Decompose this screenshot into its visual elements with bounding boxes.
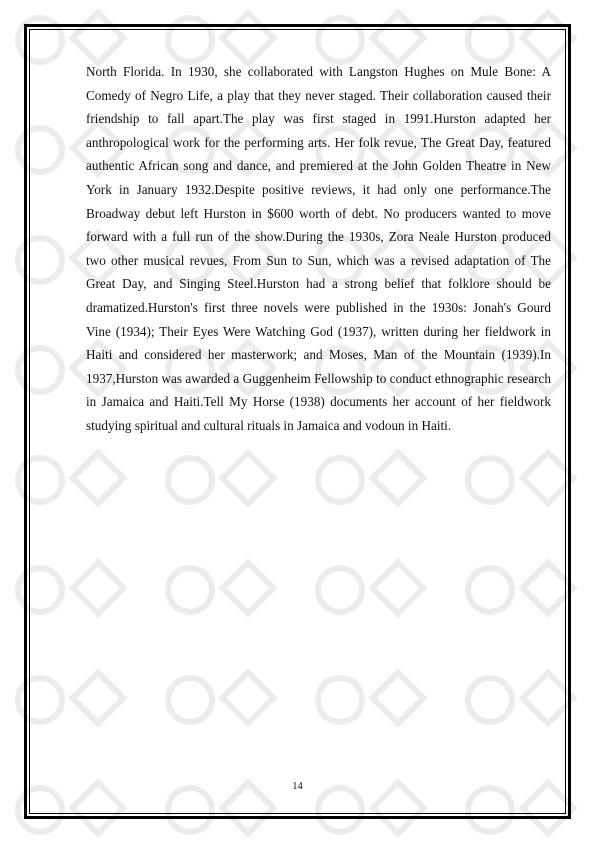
page-number: 14 bbox=[292, 781, 303, 792]
body-paragraph: North Florida. In 1930, she collaborated with Langston Hughes on Mule Bone: A Comedy of Negro Life, a play that they never staged. Their collaboration caused their friendship to fall apart.The play was first staged in 1991.Hurston adapted her anthropological work for the performing arts. Her folk revue, The Great Day, featured authentic African song and dance, and premiered at the John Golden Theatre in New York in January 1932.Despite positive reviews, it had only one performance.The Broadway debut left Hurston in $600 worth of debt. No producers wanted to move forward with a full run of the show.During the 1930s, Zora Neale Hurston produced two other musical revues, From Sun to Sun, which was a revised adaptation of The Great Day, and Singing Steel.Hurston had a strong belief that folklore should be dramatized.Hurston's first three novels were published in the 1930s: Jonah's Gourd Vine (1934); Their Eyes Were Watching God (1937), written during her fieldwork in Haiti and considered her masterwork; and Moses, Man of the Mountain (1939).In 1937,Hurston was awarded a Guggenheim Fellowship to conduct ethnographic research in Jamaica and Haiti.Tell My Horse (1938) documents her account of her fieldwork studying spiritual and cultural rituals in Jamaica and vodoun in Haiti. bbox=[86, 64, 551, 433]
